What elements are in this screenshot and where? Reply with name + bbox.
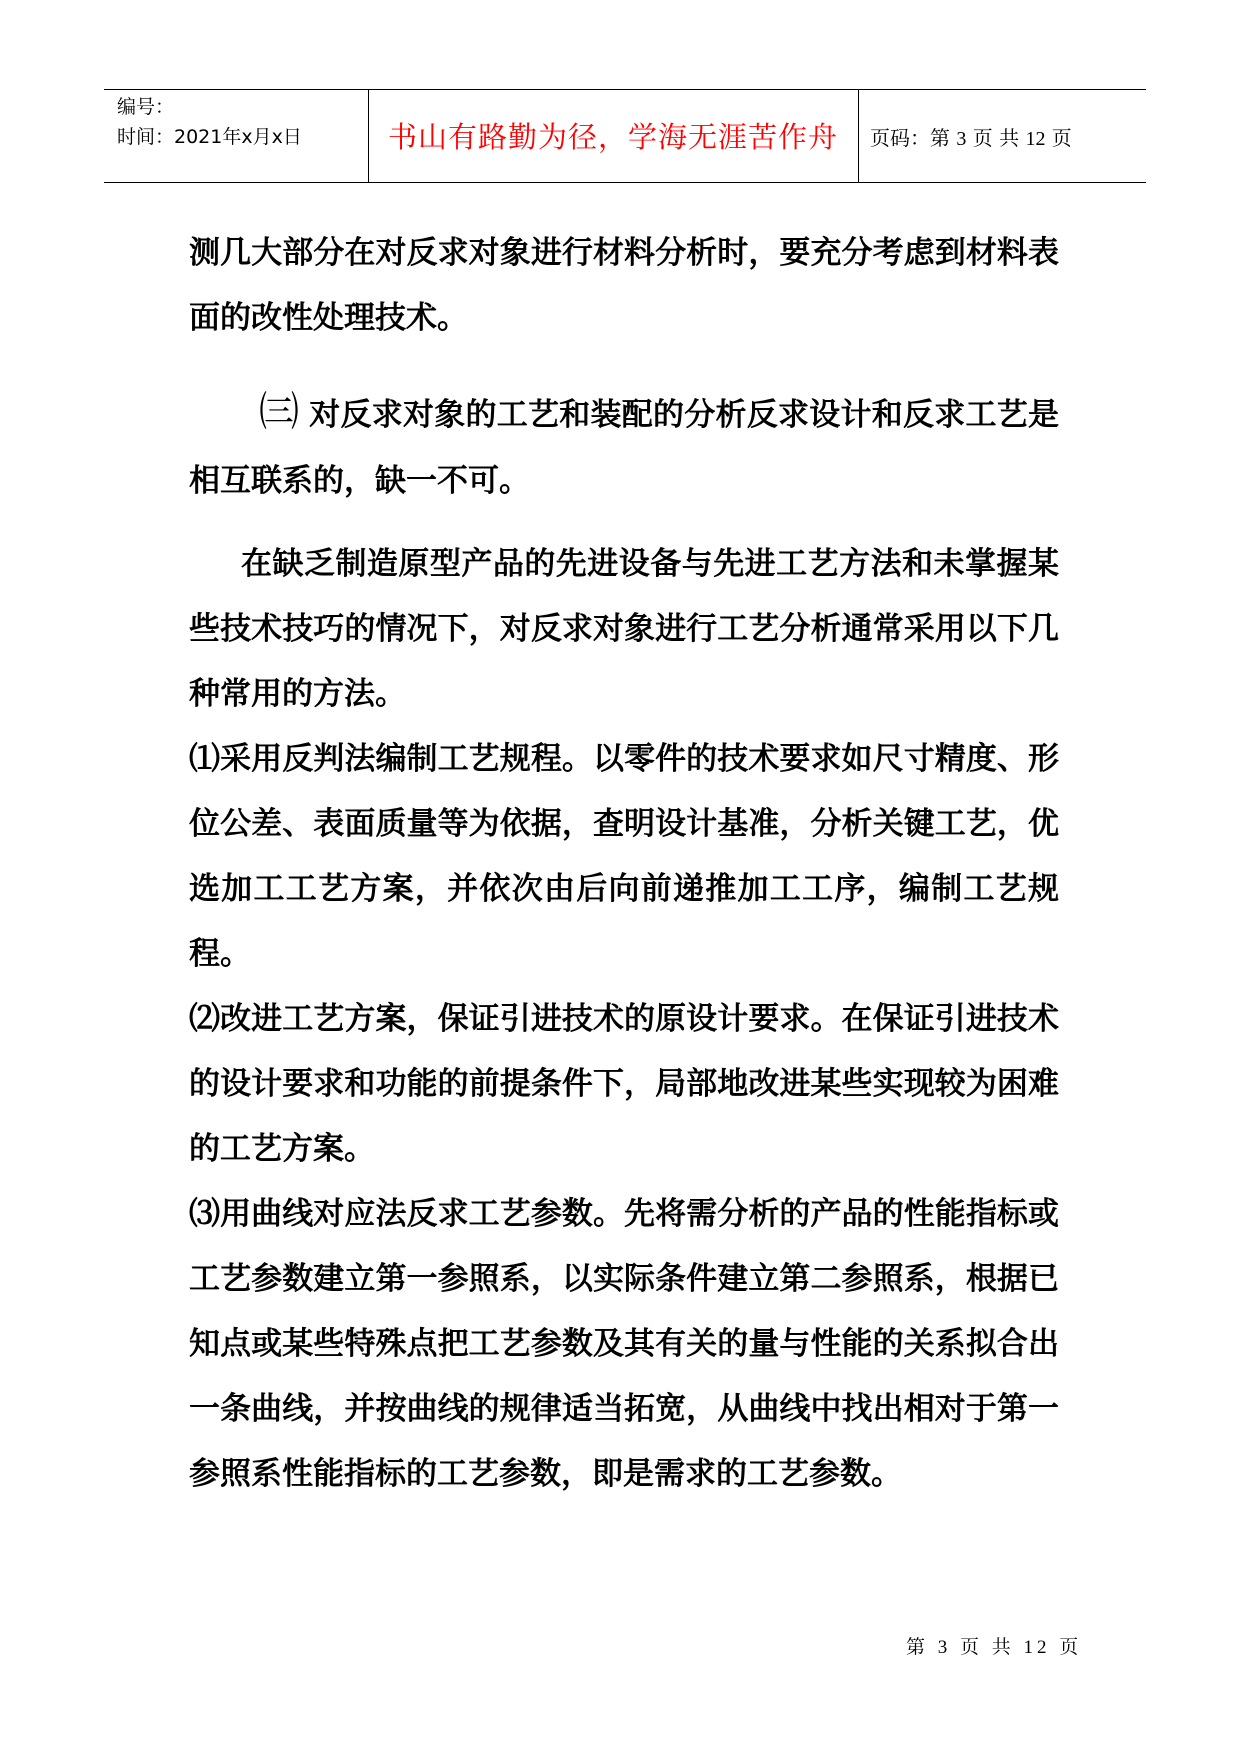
page-current: 3: [956, 128, 967, 150]
page-suffix: 页: [1051, 126, 1072, 150]
header-top-rule: [104, 89, 1146, 90]
header-meta: [117, 92, 302, 152]
paragraph-section-3-heading: [189, 379, 1059, 514]
paragraph-method-1: ⑴采用反判法编制工艺规程。以零件的技术要求如尺寸精度、形位公差、表面质量等为依据，查明设计基准，分析关键工艺，优选加工工艺方案，并依次由后向前递推加工工序，编制工艺规程。: [189, 741, 1059, 972]
section-marker: ㈢: [259, 389, 298, 435]
time-label: 时间：2021年x月x日: [117, 126, 302, 148]
page-prefix: 页码：第: [870, 126, 950, 150]
page-total: 12: [1025, 128, 1046, 150]
page-mid: 页 共: [972, 126, 1020, 150]
paragraph-intro: 在缺乏制造原型产品的先进设备与先进工艺方法和未掌握某些技术技巧的情况下，对反求对象进行工艺分析通常采用以下几种常用的方法。: [189, 546, 1059, 712]
header-page-number: [870, 124, 1072, 153]
paragraph-method-3: ⑶用曲线对应法反求工艺参数。先将需分析的产品的性能指标或工艺参数建立第一参照系，以实际条件建立第二参照系，根据已知点或某些特殊点把工艺参数及其有关的量与性能的关系拟合出一条曲线，并按曲线的规律适当拓宽，从曲线中找出相对于第一参照系性能指标的工艺参数，即是需求的工艺参数。: [189, 1196, 1059, 1492]
number-label: 编号：: [117, 96, 175, 118]
paragraph-materials: 测几大部分在对反求对象进行材料分析时，要充分考虑到材料表面的改性处理技术。: [189, 235, 1059, 336]
section-heading-text: 对反求对象的工艺和装配的分析反求设计和反求工艺是相互联系的，缺一不可。: [189, 397, 1059, 499]
page-footer: 第 3 页 共 12 页: [906, 1637, 1083, 1658]
paragraph-method-2: ⑵改进工艺方案，保证引进技术的原设计要求。在保证引进技术的设计要求和功能的前提条件下，局部地改进某些实现较为困难的工艺方案。: [189, 1001, 1059, 1167]
header-bottom-rule: [104, 182, 1146, 183]
header-divider-right: [858, 89, 859, 182]
header-motto: 书山有路勤为径，学海无涯苦作舟: [387, 120, 838, 154]
